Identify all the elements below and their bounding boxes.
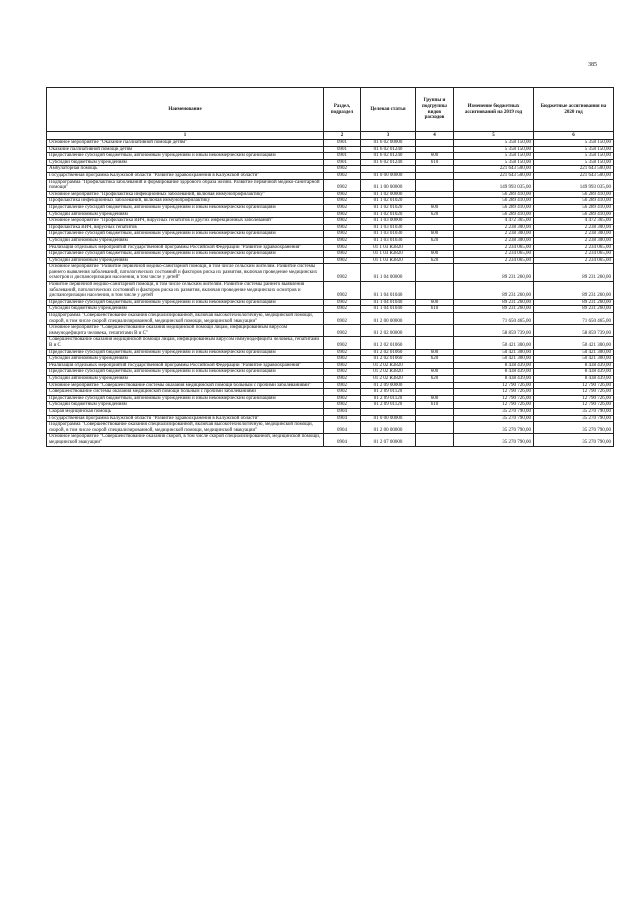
row-change-2019: 35 270 790,00 bbox=[454, 434, 534, 446]
table-row bbox=[47, 325, 614, 337]
row-group bbox=[416, 362, 454, 369]
row-group bbox=[416, 218, 454, 225]
row-name: Основное мероприятие "Развитие первичной медико-санитарной помощи, в том числе сельским жителям. Развитие системы раннего выявления заболеваний, патологических состояний и факторов риска их развития, включая проведение медицинских осмотров и диспансеризации населения, в том числе у детей" bbox=[47, 264, 324, 282]
row-article: 01 2 02 R3820 bbox=[361, 369, 416, 376]
row-section: 0901 bbox=[324, 159, 361, 166]
table-row bbox=[47, 402, 614, 409]
row-budget-2020: 5 358 150,00 bbox=[534, 153, 614, 160]
row-budget-2020: 5 358 150,00 bbox=[534, 146, 614, 153]
row-budget-2020: 221 643 500,00 bbox=[534, 166, 614, 173]
table-row bbox=[47, 198, 614, 205]
row-name: Субсидии автономным учреждениям bbox=[47, 211, 324, 218]
table-row bbox=[47, 146, 614, 153]
row-name: Субсидии автономным учреждениям bbox=[47, 237, 324, 244]
row-section: 0902 bbox=[324, 218, 361, 225]
table-row bbox=[47, 313, 614, 325]
row-name: Предоставление субсидий бюджетным, автономным учреждениям и иным некоммерческим организациям bbox=[47, 349, 324, 356]
row-section: 0902 bbox=[324, 198, 361, 205]
row-group bbox=[416, 179, 454, 191]
row-change-2019: 56 289 410,00 bbox=[454, 191, 534, 198]
row-change-2019: 221 643 500,00 bbox=[454, 166, 534, 173]
row-section: 0904 bbox=[324, 408, 361, 415]
row-article: 01 2 02 01060 bbox=[361, 349, 416, 356]
row-section: 0901 bbox=[324, 146, 361, 153]
row-name: Основное мероприятие "Профилактика ВИЧ, вирусных гепатитов и других инфекционных заболеваний" bbox=[47, 218, 324, 225]
header-section: Раздел, подраздел bbox=[324, 88, 361, 132]
row-budget-2020: 50 421 300,00 bbox=[534, 349, 614, 356]
row-change-2019: 2 234 065,00 bbox=[454, 257, 534, 264]
row-group bbox=[416, 264, 454, 282]
row-section: 0902 bbox=[324, 191, 361, 198]
row-name: Скорая медицинская помощь bbox=[47, 408, 324, 415]
row-section: 0902 bbox=[324, 395, 361, 402]
row-group bbox=[416, 146, 454, 153]
row-budget-2020: 2 238 300,00 bbox=[534, 231, 614, 238]
row-article: 01 2 09 00000 bbox=[361, 382, 416, 389]
col-number: 2 bbox=[324, 132, 361, 140]
row-article: 01 0 00 00000 bbox=[361, 415, 416, 422]
row-section: 0902 bbox=[324, 369, 361, 376]
table-row bbox=[47, 349, 614, 356]
row-group: 620 bbox=[416, 257, 454, 264]
table-row bbox=[47, 172, 614, 179]
row-section: 0901 bbox=[324, 153, 361, 160]
row-article: 01 1 00 00000 bbox=[361, 179, 416, 191]
row-change-2019: 149 993 035,00 bbox=[454, 179, 534, 191]
row-section: 0904 bbox=[324, 422, 361, 434]
row-change-2019: 8 438 439,00 bbox=[454, 375, 534, 382]
table-row bbox=[47, 140, 614, 147]
row-name: Предоставление субсидий бюджетным, автономным учреждениям и иным некоммерческим организациям bbox=[47, 369, 324, 376]
row-article: 01 1 03 R3820 bbox=[361, 251, 416, 258]
row-section: 0902 bbox=[324, 166, 361, 173]
row-change-2019: 56 289 410,00 bbox=[454, 211, 534, 218]
row-change-2019: 8 438 439,00 bbox=[454, 362, 534, 369]
row-article: 01 2 02 R3820 bbox=[361, 362, 416, 369]
table-row bbox=[47, 257, 614, 264]
row-budget-2020: 56 289 410,00 bbox=[534, 211, 614, 218]
row-section: 0902 bbox=[324, 356, 361, 363]
row-budget-2020: 8 438 439,00 bbox=[534, 362, 614, 369]
row-group bbox=[416, 313, 454, 325]
row-change-2019: 2 234 065,00 bbox=[454, 244, 534, 251]
table-row bbox=[47, 191, 614, 198]
col-number: 3 bbox=[361, 132, 416, 140]
row-change-2019: 5 358 150,00 bbox=[454, 140, 534, 147]
row-section: 0902 bbox=[324, 231, 361, 238]
row-change-2019: 58 859 739,00 bbox=[454, 325, 534, 337]
row-group bbox=[416, 172, 454, 179]
row-article: 01 1 03 01030 bbox=[361, 231, 416, 238]
row-budget-2020: 2 234 065,00 bbox=[534, 251, 614, 258]
row-article: 01 6 02 01240 bbox=[361, 153, 416, 160]
table-row bbox=[47, 166, 614, 173]
row-group: 620 bbox=[416, 211, 454, 218]
row-budget-2020: 56 289 410,00 bbox=[534, 204, 614, 211]
row-budget-2020: 56 289 410,00 bbox=[534, 198, 614, 205]
row-name: Государственная программа Калужской области "Развитие здравоохранения в Калужской области" bbox=[47, 415, 324, 422]
row-group: 620 bbox=[416, 356, 454, 363]
row-article: 01 1 04 01040 bbox=[361, 306, 416, 313]
row-section: 0902 bbox=[324, 389, 361, 396]
row-section: 0902 bbox=[324, 337, 361, 349]
row-budget-2020: 89 231 260,00 bbox=[534, 264, 614, 282]
row-group bbox=[416, 140, 454, 147]
row-article: 01 1 03 00000 bbox=[361, 218, 416, 225]
row-budget-2020: 71 650 465,00 bbox=[534, 313, 614, 325]
row-article: 01 6 02 01240 bbox=[361, 146, 416, 153]
row-change-2019: 12 790 726,00 bbox=[454, 382, 534, 389]
table-row bbox=[47, 251, 614, 258]
row-article: 01 1 03 R3820 bbox=[361, 257, 416, 264]
table-row bbox=[47, 244, 614, 251]
row-article bbox=[361, 166, 416, 173]
row-budget-2020: 8 438 439,00 bbox=[534, 369, 614, 376]
row-change-2019: 56 289 410,00 bbox=[454, 204, 534, 211]
col-number: 4 bbox=[416, 132, 454, 140]
row-change-2019: 12 790 726,00 bbox=[454, 395, 534, 402]
budget-table bbox=[46, 87, 614, 447]
row-budget-2020: 4 472 365,00 bbox=[534, 218, 614, 225]
row-group bbox=[416, 382, 454, 389]
row-group: 610 bbox=[416, 306, 454, 313]
row-group bbox=[416, 198, 454, 205]
row-name: Реализация отдельных мероприятий государственной программы Российской Федерации "Развитие здравоохранения" bbox=[47, 362, 324, 369]
row-name: Субсидии бюджетным учреждениям bbox=[47, 306, 324, 313]
header-budget-2020: Бюджетные ассигнования на 2020 год bbox=[534, 88, 614, 132]
table-row bbox=[47, 204, 614, 211]
row-section: 0904 bbox=[324, 434, 361, 446]
row-section: 0902 bbox=[324, 237, 361, 244]
row-budget-2020: 149 993 035,00 bbox=[534, 179, 614, 191]
row-article: 01 2 07 00000 bbox=[361, 434, 416, 446]
row-budget-2020: 2 234 065,00 bbox=[534, 244, 614, 251]
row-name: Государственная программа Калужской области "Развитие здравоохранения в Калужской области" bbox=[47, 172, 324, 179]
row-budget-2020: 12 790 726,00 bbox=[534, 389, 614, 396]
col-number: 6 bbox=[534, 132, 614, 140]
table-row bbox=[47, 218, 614, 225]
row-group: 610 bbox=[416, 402, 454, 409]
row-budget-2020: 2 234 065,00 bbox=[534, 257, 614, 264]
row-article: 01 1 03 R3820 bbox=[361, 244, 416, 251]
row-article: 01 2 09 01120 bbox=[361, 402, 416, 409]
row-group bbox=[416, 325, 454, 337]
row-change-2019: 71 650 465,00 bbox=[454, 313, 534, 325]
row-section: 0902 bbox=[324, 382, 361, 389]
row-name: Субсидии автономным учреждениям bbox=[47, 257, 324, 264]
row-name: Предоставление субсидий бюджетным, автономным учреждениям и иным некоммерческим организациям bbox=[47, 251, 324, 258]
row-name: Субсидии автономным учреждениям bbox=[47, 375, 324, 382]
header-changed: Изменение бюджетных ассигнований на 2019 год bbox=[454, 88, 534, 132]
row-name: Субсидии автономным учреждениям bbox=[47, 356, 324, 363]
row-change-2019: 50 421 300,00 bbox=[454, 356, 534, 363]
row-section: 0902 bbox=[324, 349, 361, 356]
row-budget-2020: 221 643 500,00 bbox=[534, 172, 614, 179]
row-name: Основное мероприятие "Профилактика инфекционных заболеваний, включая иммунопрофилактику" bbox=[47, 191, 324, 198]
row-article: 01 2 00 00000 bbox=[361, 313, 416, 325]
row-section: 0901 bbox=[324, 140, 361, 147]
row-group bbox=[416, 337, 454, 349]
row-change-2019: 89 231 260,00 bbox=[454, 282, 534, 300]
row-name: Основное мероприятие "Совершенствование оказания скорой, в том числе скорой специализированной, медицинской помощи, медицинской эвакуации" bbox=[47, 434, 324, 446]
row-group: 600 bbox=[416, 231, 454, 238]
table-row bbox=[47, 337, 614, 349]
row-budget-2020: 35 270 790,00 bbox=[534, 408, 614, 415]
row-budget-2020: 56 289 410,00 bbox=[534, 191, 614, 198]
row-section: 0902 bbox=[324, 224, 361, 231]
row-section: 0902 bbox=[324, 257, 361, 264]
row-name: Оказание паллиативной помощи детям bbox=[47, 146, 324, 153]
row-article: 01 6 02 00000 bbox=[361, 140, 416, 147]
col-number: 5 bbox=[454, 132, 534, 140]
row-change-2019: 12 790 726,00 bbox=[454, 402, 534, 409]
col-number: 1 bbox=[47, 132, 324, 140]
row-article: 01 2 02 00000 bbox=[361, 325, 416, 337]
row-group bbox=[416, 166, 454, 173]
row-name: Амбулаторная помощь bbox=[47, 166, 324, 173]
row-group: 600 bbox=[416, 251, 454, 258]
row-budget-2020: 12 790 726,00 bbox=[534, 402, 614, 409]
row-name: Основное мероприятие "Совершенствование системы оказания медицинской помощи больным с прочими заболеваниями" bbox=[47, 382, 324, 389]
row-section: 0902 bbox=[324, 179, 361, 191]
row-change-2019: 89 231 260,00 bbox=[454, 306, 534, 313]
row-budget-2020: 50 421 300,00 bbox=[534, 337, 614, 349]
row-name: Профилактика инфекционных заболеваний, включая иммунопрофилактику bbox=[47, 198, 324, 205]
row-name: Основное мероприятие "Совершенствование оказания медицинской помощи лицам, инфицированным вирусом иммунодефицита человека, гепатитами В и С" bbox=[47, 325, 324, 337]
header-group: Группы и подгруппы видов расходов bbox=[416, 88, 454, 132]
row-name: Предоставление субсидий бюджетным, автономным учреждениям и иным некоммерческим организациям bbox=[47, 153, 324, 160]
table-row bbox=[47, 362, 614, 369]
row-name: Предоставление субсидий бюджетным, автономным учреждениям и иным некоммерческим организациям bbox=[47, 204, 324, 211]
row-budget-2020: 5 358 150,00 bbox=[534, 140, 614, 147]
row-change-2019: 2 238 300,00 bbox=[454, 237, 534, 244]
row-name: Подпрограмма "Профилактика заболеваний и формирование здорового образа жизни. Развитие первичной медико-санитарной помощи" bbox=[47, 179, 324, 191]
row-section: 0902 bbox=[324, 204, 361, 211]
row-article: 01 1 03 01030 bbox=[361, 237, 416, 244]
row-section: 0902 bbox=[324, 244, 361, 251]
row-article bbox=[361, 408, 416, 415]
table-row bbox=[47, 434, 614, 446]
row-group bbox=[416, 244, 454, 251]
row-name: Развитие первичной медико-санитарной помощи, в том числе сельским жителям. Развитие системы раннего выявления заболеваний, патологических состояний и факторов риска их развития, включая проведение медицинских осмотров и диспансеризации населения, в том числе у детей bbox=[47, 282, 324, 300]
row-change-2019: 5 358 150,00 bbox=[454, 159, 534, 166]
row-article: 01 1 04 01040 bbox=[361, 299, 416, 306]
table-row bbox=[47, 179, 614, 191]
table-row bbox=[47, 415, 614, 422]
row-article: 01 1 02 01020 bbox=[361, 211, 416, 218]
row-group: 600 bbox=[416, 299, 454, 306]
row-group: 620 bbox=[416, 375, 454, 382]
table-row bbox=[47, 389, 614, 396]
row-section: 0902 bbox=[324, 362, 361, 369]
row-article: 01 2 02 01060 bbox=[361, 337, 416, 349]
table-row bbox=[47, 211, 614, 218]
header-article: Целевая статья bbox=[361, 88, 416, 132]
table-body bbox=[47, 140, 614, 447]
row-change-2019: 89 231 260,00 bbox=[454, 264, 534, 282]
row-budget-2020: 12 790 726,00 bbox=[534, 382, 614, 389]
row-budget-2020: 35 270 790,00 bbox=[534, 422, 614, 434]
table-row bbox=[47, 408, 614, 415]
row-name: Субсидии бюджетным учреждениям bbox=[47, 402, 324, 409]
row-change-2019: 5 358 150,00 bbox=[454, 146, 534, 153]
row-change-2019: 12 790 726,00 bbox=[454, 389, 534, 396]
row-section: 0902 bbox=[324, 172, 361, 179]
row-change-2019: 35 270 790,00 bbox=[454, 422, 534, 434]
row-group bbox=[416, 422, 454, 434]
row-name: Предоставление субсидий бюджетным, автономным учреждениям и иным некоммерческим организациям bbox=[47, 395, 324, 402]
page-number: 385 bbox=[588, 62, 597, 68]
row-budget-2020: 58 859 739,00 bbox=[534, 325, 614, 337]
table-row bbox=[47, 306, 614, 313]
table-row bbox=[47, 356, 614, 363]
table-row bbox=[47, 299, 614, 306]
row-article: 01 1 02 01020 bbox=[361, 204, 416, 211]
row-section: 0902 bbox=[324, 299, 361, 306]
row-group: 600 bbox=[416, 349, 454, 356]
row-article: 01 2 02 01060 bbox=[361, 356, 416, 363]
row-change-2019: 8 438 439,00 bbox=[454, 369, 534, 376]
row-section: 0902 bbox=[324, 402, 361, 409]
row-group: 620 bbox=[416, 237, 454, 244]
row-change-2019: 2 238 300,00 bbox=[454, 224, 534, 231]
row-name: Основное мероприятие "Оказание паллиативной помощи детям" bbox=[47, 140, 324, 147]
row-change-2019: 2 238 300,00 bbox=[454, 231, 534, 238]
row-name: Совершенствование системы оказания медицинской помощи больным с прочими заболеваниями bbox=[47, 389, 324, 396]
row-section: 0902 bbox=[324, 313, 361, 325]
row-section: 0902 bbox=[324, 264, 361, 282]
row-section: 0902 bbox=[324, 306, 361, 313]
row-article: 01 6 02 01240 bbox=[361, 159, 416, 166]
table-row bbox=[47, 369, 614, 376]
row-name: Подпрограмма "Совершенствование оказания специализированной, включая высокотехнологичную, медицинской помощи, скорой, в том числе скорой специализированной, медицинской помощи, медицинской эвакуации" bbox=[47, 422, 324, 434]
row-article: 01 2 00 00000 bbox=[361, 422, 416, 434]
table-row bbox=[47, 382, 614, 389]
row-group bbox=[416, 408, 454, 415]
row-section: 0904 bbox=[324, 415, 361, 422]
row-change-2019: 2 234 065,00 bbox=[454, 251, 534, 258]
row-group bbox=[416, 224, 454, 231]
row-section: 0902 bbox=[324, 375, 361, 382]
row-change-2019: 50 421 300,00 bbox=[454, 337, 534, 349]
row-section: 0902 bbox=[324, 282, 361, 300]
row-article: 01 1 02 00000 bbox=[361, 191, 416, 198]
row-section: 0902 bbox=[324, 325, 361, 337]
row-group bbox=[416, 434, 454, 446]
row-change-2019: 89 231 260,00 bbox=[454, 299, 534, 306]
row-budget-2020: 35 270 790,00 bbox=[534, 415, 614, 422]
row-name: Профилактика ВИЧ, вирусных гепатитов bbox=[47, 224, 324, 231]
row-article: 01 1 04 00000 bbox=[361, 264, 416, 282]
row-budget-2020: 12 790 726,00 bbox=[534, 395, 614, 402]
row-change-2019: 35 270 790,00 bbox=[454, 415, 534, 422]
row-budget-2020: 89 231 260,00 bbox=[534, 306, 614, 313]
row-group: 600 bbox=[416, 369, 454, 376]
table-row bbox=[47, 159, 614, 166]
row-group: 610 bbox=[416, 159, 454, 166]
row-name: Субсидии бюджетным учреждениям bbox=[47, 159, 324, 166]
row-budget-2020: 2 238 300,00 bbox=[534, 237, 614, 244]
table-row bbox=[47, 153, 614, 160]
row-section: 0902 bbox=[324, 211, 361, 218]
row-budget-2020: 89 231 260,00 bbox=[534, 282, 614, 300]
row-name: Подпрограмма "Совершенствование оказания специализированной, включая высокотехнологичную, медицинской помощи, скорой, в том числе скорой специализированной, медицинской помощи, медицинской эвакуации" bbox=[47, 313, 324, 325]
row-group: 600 bbox=[416, 153, 454, 160]
table-row bbox=[47, 224, 614, 231]
row-budget-2020: 35 270 790,00 bbox=[534, 434, 614, 446]
row-change-2019: 5 358 150,00 bbox=[454, 153, 534, 160]
row-budget-2020: 2 238 300,00 bbox=[534, 224, 614, 231]
row-article: 01 2 02 R3820 bbox=[361, 375, 416, 382]
row-group bbox=[416, 415, 454, 422]
table-row bbox=[47, 282, 614, 300]
row-group bbox=[416, 282, 454, 300]
row-name: Предоставление субсидий бюджетным, автономным учреждениям и иным некоммерческим организациям bbox=[47, 299, 324, 306]
row-article: 01 1 03 01030 bbox=[361, 224, 416, 231]
row-budget-2020: 50 421 300,00 bbox=[534, 356, 614, 363]
table-row bbox=[47, 395, 614, 402]
row-change-2019: 50 421 300,00 bbox=[454, 349, 534, 356]
table-row bbox=[47, 422, 614, 434]
table-row bbox=[47, 375, 614, 382]
row-section: 0902 bbox=[324, 251, 361, 258]
row-article: 01 1 04 01040 bbox=[361, 282, 416, 300]
row-budget-2020: 89 231 260,00 bbox=[534, 299, 614, 306]
row-article: 01 2 09 01120 bbox=[361, 389, 416, 396]
table-row bbox=[47, 237, 614, 244]
row-group: 600 bbox=[416, 204, 454, 211]
row-article: 01 1 02 01020 bbox=[361, 198, 416, 205]
row-budget-2020: 8 438 439,00 bbox=[534, 375, 614, 382]
row-name: Реализация отдельных мероприятий государственной программы Российской Федерации "Развитие здравоохранения" bbox=[47, 244, 324, 251]
row-group bbox=[416, 191, 454, 198]
header-name: Наименование bbox=[47, 88, 324, 132]
row-budget-2020: 5 358 150,00 bbox=[534, 159, 614, 166]
row-name: Предоставление субсидий бюджетным, автономным учреждениям и иным некоммерческим организациям bbox=[47, 231, 324, 238]
row-change-2019: 56 289 410,00 bbox=[454, 198, 534, 205]
row-article: 01 0 00 00000 bbox=[361, 172, 416, 179]
row-name: Совершенствование оказания медицинской помощи лицам, инфицированным вирусом иммунодефицита человека, гепатитами В и С bbox=[47, 337, 324, 349]
table-row bbox=[47, 264, 614, 282]
table-row bbox=[47, 231, 614, 238]
row-group bbox=[416, 389, 454, 396]
row-change-2019: 221 643 500,00 bbox=[454, 172, 534, 179]
row-change-2019: 35 270 790,00 bbox=[454, 408, 534, 415]
row-group: 600 bbox=[416, 395, 454, 402]
row-article: 01 2 09 01120 bbox=[361, 395, 416, 402]
row-change-2019: 4 472 365,00 bbox=[454, 218, 534, 225]
